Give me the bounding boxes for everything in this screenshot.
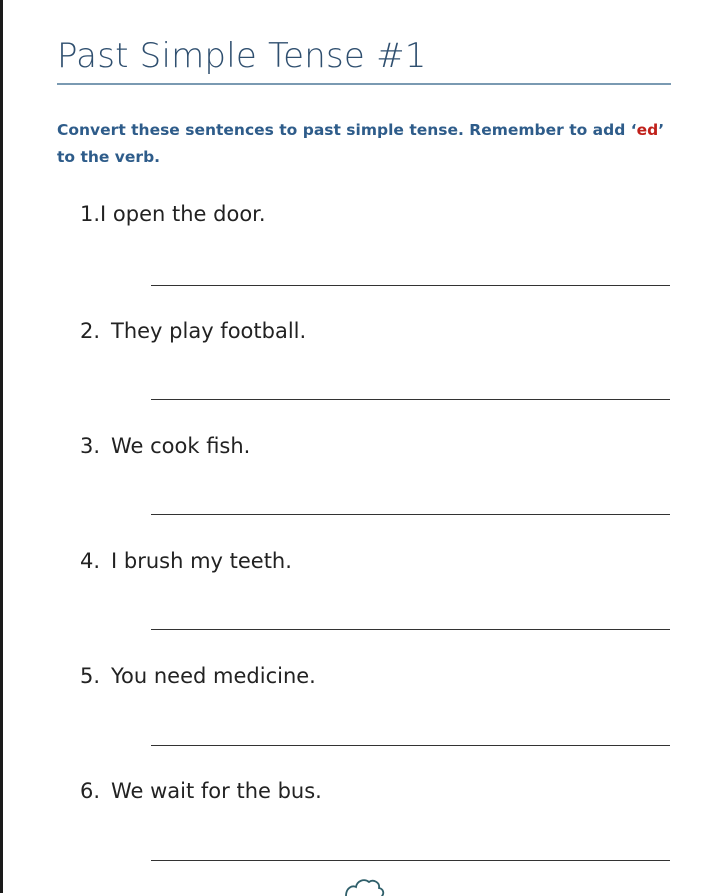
exercise-item-3 xyxy=(80,434,250,458)
item-sentence: We wait for the bus. xyxy=(111,779,322,803)
exercise-item-4 xyxy=(80,549,292,573)
title-underline xyxy=(57,83,671,85)
item-number: 2. xyxy=(80,319,101,343)
answer-line-4[interactable] xyxy=(151,629,670,630)
item-number: 6. xyxy=(80,779,101,803)
instructions xyxy=(57,117,677,171)
instructions-tail: ’ to the verb. xyxy=(57,121,665,166)
worksheet-title: Past Simple Tense #1 xyxy=(57,36,427,76)
item-number: 1. xyxy=(80,202,101,226)
exercise-item-5 xyxy=(80,664,316,688)
answer-line-5[interactable] xyxy=(151,745,670,746)
item-number: 4. xyxy=(80,549,101,573)
exercise-item-1 xyxy=(80,202,266,226)
answer-line-6[interactable] xyxy=(151,860,670,861)
item-sentence: I open the door. xyxy=(100,202,266,226)
instructions-text: Convert these sentences to past simple tense. Remember to add ‘ xyxy=(57,121,637,139)
item-sentence: We cook fish. xyxy=(111,434,251,458)
item-number: 5. xyxy=(80,664,101,688)
page-left-edge xyxy=(0,0,3,893)
instructions-highlight: ed xyxy=(636,121,659,139)
item-sentence: They play football. xyxy=(111,319,307,343)
item-sentence: You need medicine. xyxy=(111,664,316,688)
answer-line-1[interactable] xyxy=(151,285,670,286)
exercise-item-6 xyxy=(80,779,322,803)
cloud-logo-icon xyxy=(342,876,386,896)
item-sentence: I brush my teeth. xyxy=(111,549,292,573)
exercise-item-2 xyxy=(80,319,306,343)
answer-line-3[interactable] xyxy=(151,514,670,515)
answer-line-2[interactable] xyxy=(151,399,670,400)
item-number: 3. xyxy=(80,434,101,458)
